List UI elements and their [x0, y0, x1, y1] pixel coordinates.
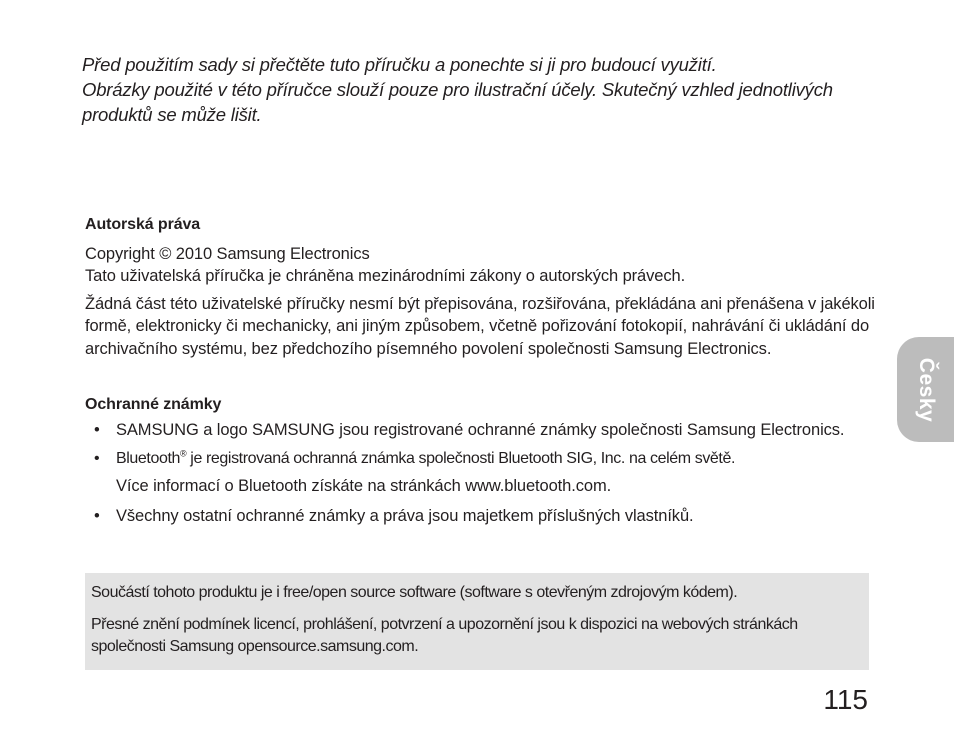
trademarks-list: [85, 419, 875, 528]
trademark-item-bluetooth: [85, 448, 875, 497]
trademark-text: je registrovaná ochranná známka společnosti Bluetooth SIG, Inc. na celém světě.: [186, 450, 736, 467]
open-source-notice-box: [85, 573, 869, 670]
oss-paragraph-2: Přesné znění podmínek licencí, prohlášení, potvrzení a upozornění jsou k dispozici na webových stránkách společnosti Samsung opensource.samsung.com.: [91, 615, 798, 655]
intro-line-2: Obrázky použité v této příručce slouží pouze pro ilustrační účely. Skutečný vzhled jednotlivých produktů se může lišit.: [82, 79, 833, 125]
trademark-text: Všechny ostatní ochranné známky a práva jsou majetkem příslušných vlastníků.: [116, 507, 694, 525]
copyright-paragraph: Žádná část této uživatelské příručky nesmí být přepisována, rozšiřována, překládána ani přenášena v jakékoli formě, elektronicky či mechanicky, ani jiným způsobem, včetně pořizování fotokopií, nahrávání či ukládání do archivačního systému, bez předchozího písemného povolení společnosti Samsung Electronics.: [85, 294, 875, 358]
language-tab-label: Česky: [914, 357, 938, 422]
copyright-section: [85, 214, 875, 360]
trademark-brand: Bluetooth: [116, 450, 181, 467]
trademarks-section: [85, 394, 875, 528]
copyright-line: Copyright © 2010 Samsung Electronics: [85, 244, 370, 263]
bluetooth-info-line: Více informací o Bluetooth získáte na stránkách www.bluetooth.com.: [116, 476, 612, 495]
bullet-icon: •: [94, 420, 100, 439]
intro-notice: [82, 52, 882, 127]
trademark-item-other: [85, 505, 875, 528]
bullet-icon: •: [94, 507, 100, 525]
trademark-text: SAMSUNG a logo SAMSUNG jsou registrované ochranné známky společnosti Samsung Electronics.: [116, 420, 845, 439]
copyright-protection-line: Tato uživatelská příručka je chráněna mezinárodními zákony o autorských právech.: [85, 267, 686, 285]
bullet-icon: •: [94, 450, 100, 467]
copyright-heading: Autorská práva: [85, 216, 201, 233]
language-side-tab: [897, 337, 954, 442]
trademark-item-samsung: [85, 419, 875, 442]
page-number: 115: [823, 684, 868, 715]
oss-paragraph-1: Součástí tohoto produktu je i free/open source software (software s otevřeným zdrojovým kódem).: [91, 584, 738, 601]
intro-line-1: Před použitím sady si přečtěte tuto příručku a ponechte si ji pro budoucí využití.: [82, 54, 717, 75]
trademarks-heading: Ochranné známky: [85, 396, 222, 413]
registered-mark: ®: [180, 448, 187, 459]
